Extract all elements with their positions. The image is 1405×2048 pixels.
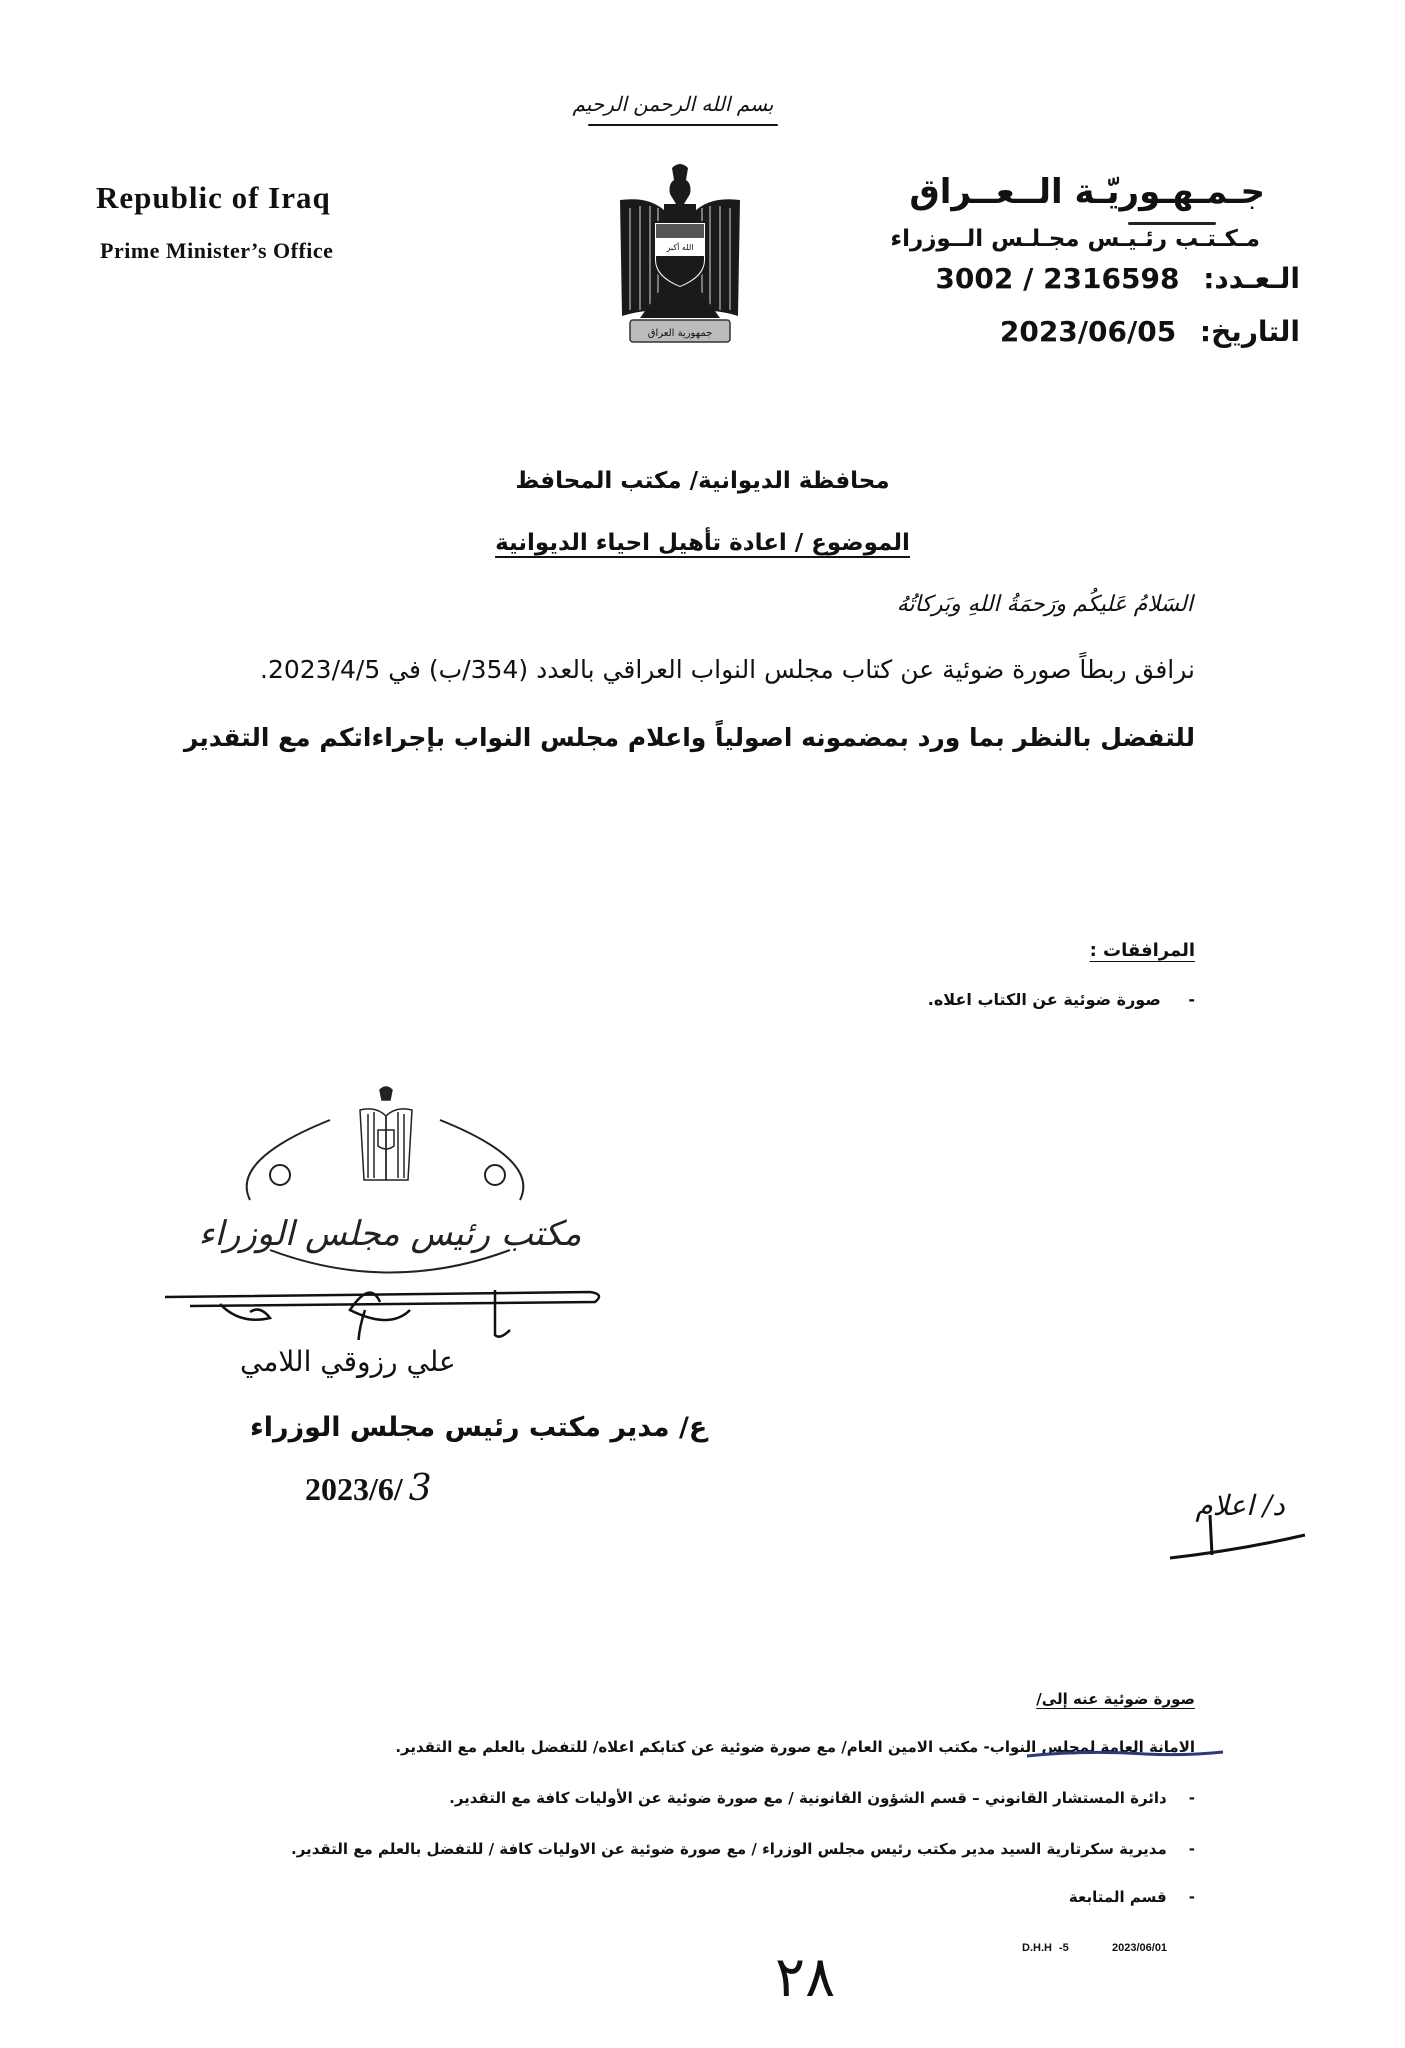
- signature-date-printed: 2023/6/: [305, 1471, 403, 1507]
- signer-title: ع/ مدير مكتب رئيس مجلس الوزراء: [250, 1412, 708, 1443]
- pen-mark: [1025, 1744, 1225, 1764]
- stamp-emblem-icon: [360, 1087, 412, 1180]
- list-dash: -: [1188, 1789, 1195, 1807]
- body-paragraph: نرافق ربطاً صورة ضوئية عن كتاب مجلس النواب العراقي بالعدد (354/ب) في 2023/4/5.: [260, 655, 1195, 684]
- cc-item: [291, 1840, 1195, 1858]
- list-dash: -: [1188, 1840, 1195, 1858]
- arabic-title: جـمـهـوريّـة الــعــراق: [909, 172, 1265, 212]
- office-stamp: [150, 1080, 630, 1340]
- arabic-subtitle: مـكـتـب رئـيـس مجـلـس الــوزراء: [890, 226, 1260, 252]
- iraq-coat-of-arms-icon: [610, 160, 750, 350]
- cc-item-text: دائرة المستشار القانوني – قسم الشؤون القانونية / مع صورة ضوئية عن الأوليات كافة مع التقدير.: [449, 1789, 1167, 1807]
- cc-item: [1069, 1888, 1195, 1906]
- english-title: Republic of Iraq: [96, 180, 331, 215]
- handwritten-page-number: ٢٨: [775, 1945, 836, 2010]
- document-date: [1000, 315, 1300, 348]
- greeting: السَلامُ عَليكُم ورَحمَةُ اللهِ وبَركاتُهُ: [896, 592, 1193, 617]
- date-value: 2023/06/05: [999, 315, 1177, 348]
- cc-item-text: مديرية سكرتارية السيد مدير مكتب رئيس مجلس الوزراء / مع صورة ضوئية عن الاوليات كافة / للتفضل بالعلم مع التقدير.: [291, 1840, 1167, 1858]
- arabic-title-underline: [1128, 222, 1216, 225]
- footer-code: D.H.H -5: [1022, 1942, 1069, 1954]
- cc-item: الامانة العامة لمجلس النواب- مكتب الامين العام/ مع صورة ضوئية عن كتابكم اعلاه/ للتفضل بالعلم مع التقدير.: [395, 1738, 1195, 1756]
- signature-scribble: [165, 1290, 599, 1340]
- footer-date: 2023/06/01: [1112, 1942, 1168, 1954]
- list-dash: -: [1188, 990, 1195, 1009]
- list-dash: -: [1188, 1888, 1195, 1906]
- basmala-text: بسم الله الرحمن الرحيم: [572, 92, 774, 116]
- cc-label: صورة ضوئية عنه إلى/: [1036, 1690, 1195, 1708]
- addressee: محافظة الديوانية/ مكتب المحافظ: [515, 468, 890, 494]
- emblem-banner: جمهورية العراق: [647, 328, 713, 339]
- subject: [0, 530, 1405, 556]
- reference-label: الـعـدد:: [1203, 262, 1300, 295]
- attachment-item: [928, 990, 1195, 1009]
- handwritten-note-text: د/ اعلام: [1195, 1489, 1285, 1522]
- handwritten-note: [1150, 1470, 1320, 1580]
- emblem-motto: الله أكبر: [666, 243, 694, 252]
- subject-text: الموضوع / اعادة تأهيل احياء الديوانية: [495, 530, 910, 556]
- cc-item: [449, 1789, 1195, 1807]
- cc-item-text: قسم المتابعة: [1068, 1888, 1167, 1906]
- signature-date-handwritten: 3: [408, 1468, 432, 1509]
- attachments-label: المرافقات :: [1089, 940, 1195, 961]
- body-paragraph: للتفضل بالنظر بما ورد بمضمونه اصولياً واعلام مجلس النواب بإجراءاتكم مع التقدير: [183, 723, 1195, 752]
- english-subtitle: Prime Minister’s Office: [100, 238, 334, 263]
- basmala: [548, 92, 798, 128]
- signer-name: علي رزوقي اللامي: [240, 1345, 456, 1378]
- stamp-text: مكتب رئيس مجلس الوزراء: [198, 1214, 582, 1254]
- basmala-flourish: [588, 124, 778, 126]
- attachment-text: صورة ضوئية عن الكتاب اعلاه.: [927, 990, 1161, 1009]
- reference-number: [935, 262, 1300, 295]
- signature-date: [305, 1468, 432, 1509]
- reference-value: 3002 / 2316598: [935, 262, 1180, 295]
- date-label: التاريخ:: [1199, 315, 1300, 348]
